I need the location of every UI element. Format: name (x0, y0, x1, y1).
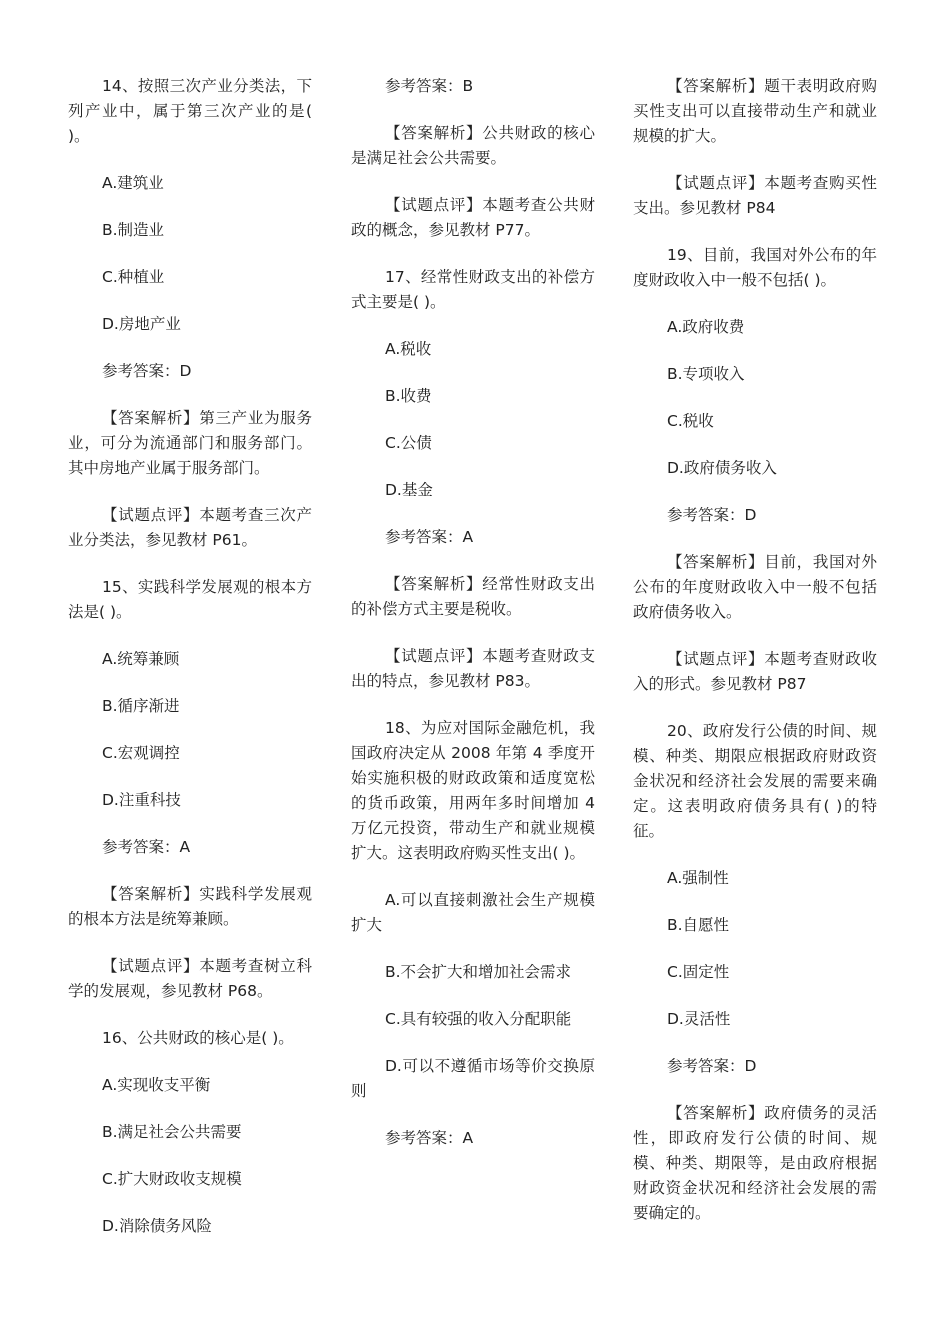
paragraph: 参考答案：D (667, 506, 757, 524)
paragraph: 【答案解析】实践科学发展观的根本方法是统筹兼顾。 (68, 885, 312, 928)
paragraph: 【答案解析】政府债务的灵活性，即政府发行公债的时间、规模、种类、期限等，是由政府根据财政资金状况和经济社会发展的需要确定的。 (633, 1104, 877, 1222)
paragraph: B.循序渐进 (102, 697, 180, 715)
paragraph: 参考答案：A (385, 528, 474, 546)
paragraph: C.种植业 (102, 268, 165, 286)
paragraph: A.建筑业 (102, 174, 164, 192)
paragraph: D.基金 (385, 481, 433, 499)
paragraph: 【试题点评】本题考查三次产业分类法，参见教材 P61。 (68, 506, 312, 549)
text-column-3 (633, 74, 877, 1248)
paragraph: D.灵活性 (667, 1010, 731, 1028)
paragraph: 【试题点评】本题考查树立科学的发展观，参见教材 P68。 (68, 957, 312, 1000)
paragraph: 【答案解析】目前，我国对外公布的年度财政收入中一般不包括政府债务收入。 (633, 553, 877, 621)
paragraph: 【试题点评】本题考查财政支出的特点，参见教材 P83。 (351, 647, 595, 690)
paragraph: 参考答案：A (102, 838, 191, 856)
paragraph: 参考答案：A (385, 1129, 474, 1147)
paragraph: 14、按照三次产业分类法，下列产业中，属于第三次产业的是( )。 (68, 77, 312, 145)
paragraph: 16、公共财政的核心是( )。 (102, 1029, 294, 1047)
text-column-2 (351, 74, 595, 1173)
paragraph: D.政府债务收入 (667, 459, 777, 477)
paragraph: 【试题点评】本题考查购买性支出。参见教材 P84 (633, 174, 877, 217)
paragraph: 参考答案：D (102, 362, 192, 380)
paragraph: C.扩大财政收支规模 (102, 1170, 242, 1188)
paragraph: 参考答案：B (385, 77, 474, 95)
paragraph: D.注重科技 (102, 791, 181, 809)
paragraph: B.不会扩大和增加社会需求 (385, 963, 572, 981)
paragraph: 【试题点评】本题考查财政收入的形式。参见教材 P87 (633, 650, 877, 693)
paragraph: A.强制性 (667, 869, 729, 887)
paragraph: 17、经常性财政支出的补偿方式主要是( )。 (351, 268, 595, 311)
paragraph: 【答案解析】经常性财政支出的补偿方式主要是税收。 (351, 575, 595, 618)
paragraph: 15、实践科学发展观的根本方法是( )。 (68, 578, 312, 621)
paragraph: C.固定性 (667, 963, 730, 981)
paragraph: 【答案解析】题干表明政府购买性支出可以直接带动生产和就业规模的扩大。 (633, 77, 877, 145)
paragraph: 20、政府发行公债的时间、规模、种类、期限应根据政府财政资金状况和经济社会发展的需要来确定。这表明政府债务具有( )的特征。 (633, 722, 877, 840)
paragraph: A.政府收费 (667, 318, 745, 336)
paragraph: A.可以直接刺激社会生产规模扩大 (351, 891, 595, 934)
paragraph: 【答案解析】公共财政的核心是满足社会公共需要。 (351, 124, 595, 167)
paragraph: 19、目前，我国对外公布的年度财政收入中一般不包括( )。 (633, 246, 877, 289)
paragraph: B.满足社会公共需要 (102, 1123, 242, 1141)
paragraph: 18、为应对国际金融危机，我国政府决定从 2008 年第 4 季度开始实施积极的财政政策和适度宽松的货币政策，用两年多时间增加 4 万亿元投资，带动生产和就业规模扩大。这表明政府购买性支出( )。 (351, 719, 595, 862)
paragraph: A.税收 (385, 340, 432, 358)
paragraph: C.具有较强的收入分配职能 (385, 1010, 572, 1028)
paragraph: A.统筹兼顾 (102, 650, 180, 668)
paragraph: C.税收 (667, 412, 714, 430)
paragraph: D.消除债务风险 (102, 1217, 212, 1235)
paragraph: 【试题点评】本题考查公共财政的概念，参见教材 P77。 (351, 196, 595, 239)
paragraph: B.专项收入 (667, 365, 745, 383)
paragraph: B.自愿性 (667, 916, 730, 934)
paragraph: B.收费 (385, 387, 432, 405)
paragraph: D.房地产业 (102, 315, 181, 333)
paragraph: C.公债 (385, 434, 432, 452)
paragraph: 参考答案：D (667, 1057, 757, 1075)
paragraph: C.宏观调控 (102, 744, 180, 762)
paragraph: D.可以不遵循市场等价交换原则 (351, 1057, 595, 1100)
paragraph: 【答案解析】第三产业为服务业，可分为流通部门和服务部门。其中房地产业属于服务部门。 (68, 409, 312, 477)
paragraph: A.实现收支平衡 (102, 1076, 211, 1094)
text-column-1 (68, 74, 312, 1261)
paragraph: B.制造业 (102, 221, 165, 239)
